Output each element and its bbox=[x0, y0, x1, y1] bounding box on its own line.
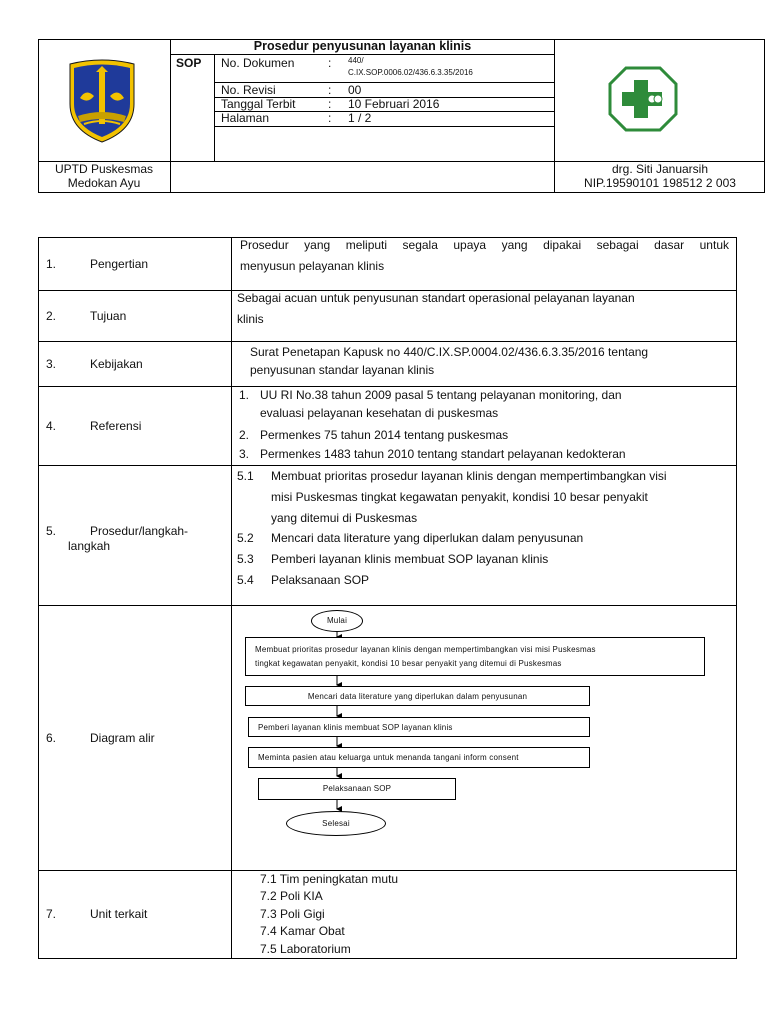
field-value-no-dokumen-2: C.IX.SOP.0006.02/436.6.3.35/2016 bbox=[348, 68, 473, 77]
prosedur-item4-line1: Pelaksanaan SOP bbox=[271, 573, 370, 587]
section-number-6: 6. bbox=[46, 731, 57, 745]
sop-label: SOP bbox=[176, 56, 202, 70]
prosedur-item1-line3: yang ditemui di Puskesmas bbox=[271, 511, 418, 525]
prosedur-item2-num: 5.2 bbox=[237, 531, 254, 545]
referensi-item1-line2: evaluasi pelayanan kesehatan di puskesmas bbox=[260, 406, 499, 420]
org-name-line2: Medokan Ayu bbox=[67, 176, 141, 190]
medical-cross-icon bbox=[608, 66, 678, 132]
section-title-tujuan: Tujuan bbox=[90, 309, 127, 323]
flow-step-5-label: Pelaksanaan SOP bbox=[322, 784, 392, 793]
field-value-no-dokumen-1: 440/ bbox=[348, 56, 364, 65]
flow-step-1-line1: Membuat prioritas prosedur layanan klinis dengan mempertimbangkan visi misi Puskesmas bbox=[255, 645, 596, 654]
puskesmas-logo bbox=[608, 66, 678, 132]
prosedur-item2-line1: Mencari data literature yang diperlukan dalam penyusunan bbox=[271, 531, 584, 545]
org-name-line1: UPTD Puskesmas bbox=[54, 162, 154, 176]
field-label-no-dokumen: No. Dokumen bbox=[221, 56, 295, 70]
prosedur-item4-num: 5.4 bbox=[237, 573, 254, 587]
kebijakan-line1: Surat Penetapan Kapusk no 440/C.IX.SP.0004.02/436.6.3.35/2016 tentang bbox=[250, 345, 649, 359]
section-number-5: 5. bbox=[46, 524, 57, 538]
field-value-no-revisi: 00 bbox=[348, 83, 362, 97]
field-sep-tanggal-terbit: : bbox=[328, 97, 332, 111]
pengertian-line2: menyusun pelayanan klinis bbox=[240, 259, 385, 273]
flow-step-3-label: Pemberi layanan klinis membuat SOP layanan klinis bbox=[258, 723, 453, 732]
unit-item-1: 7.1 Tim peningkatan mutu bbox=[260, 872, 399, 886]
field-sep-halaman: : bbox=[328, 111, 332, 125]
section-title-unit-terkait: Unit terkait bbox=[90, 907, 148, 921]
unit-item-2: 7.2 Poli KIA bbox=[260, 889, 323, 903]
field-sep-no-dokumen: : bbox=[328, 56, 332, 70]
section-title-prosedur-cont: langkah bbox=[68, 539, 111, 553]
tujuan-line1: Sebagai acuan untuk penyusunan standart operasional pelayanan layanan bbox=[237, 291, 635, 305]
city-crest-logo bbox=[64, 58, 140, 144]
flow-step-1-line2: tingkat kegawatan penyakit, kondisi 10 besar penyakit yang ditemui di Puskesmas bbox=[255, 659, 562, 668]
prosedur-item1-line1: Membuat prioritas prosedur layanan klinis dengan mempertimbangkan visi bbox=[271, 469, 667, 483]
section-number-2: 2. bbox=[46, 309, 57, 323]
section-title-diagram-alir: Diagram alir bbox=[90, 731, 155, 745]
flow-step-4-label: Meminta pasien atau keluarga untuk menanda tangani inform consent bbox=[258, 753, 519, 762]
tujuan-line2: klinis bbox=[237, 312, 264, 326]
section-number-1: 1. bbox=[46, 257, 57, 271]
field-value-tanggal-terbit: 10 Februari 2016 bbox=[348, 97, 440, 111]
section-title-prosedur: Prosedur/langkah- bbox=[90, 524, 189, 538]
signer-nip: NIP.19590101 198512 2 003 bbox=[584, 176, 736, 190]
referensi-item1-num: 1. bbox=[239, 388, 250, 402]
flow-step-2-label: Mencari data literature yang diperlukan dalam penyusunan bbox=[307, 692, 528, 701]
field-label-tanggal-terbit: Tanggal Terbit bbox=[221, 97, 296, 111]
unit-item-5: 7.5 Laboratorium bbox=[260, 942, 351, 956]
section-title-kebijakan: Kebijakan bbox=[90, 357, 143, 371]
section-title-pengertian: Pengertian bbox=[90, 257, 149, 271]
field-value-halaman: 1 / 2 bbox=[348, 111, 372, 125]
prosedur-item3-num: 5.3 bbox=[237, 552, 254, 566]
crest-icon bbox=[64, 58, 140, 144]
document-title: Prosedur penyusunan layanan klinis bbox=[253, 39, 472, 53]
field-label-halaman: Halaman bbox=[221, 111, 270, 125]
referensi-item2-num: 2. bbox=[239, 428, 250, 442]
prosedur-item1-num: 5.1 bbox=[237, 469, 254, 483]
section-number-4: 4. bbox=[46, 419, 57, 433]
field-label-no-revisi: No. Revisi bbox=[221, 83, 276, 97]
prosedur-item1-line2: misi Puskesmas tingkat kegawatan penyakit, kondisi 10 besar penyakit bbox=[271, 490, 648, 504]
flow-start-label: Mulai bbox=[326, 616, 348, 625]
referensi-item2-line1: Permenkes 75 tahun 2014 tentang puskesmas bbox=[260, 428, 509, 442]
section-number-3: 3. bbox=[46, 357, 57, 371]
referensi-item1-line1: UU RI No.38 tahun 2009 pasal 5 tentang pelayanan monitoring, dan bbox=[260, 388, 622, 402]
field-sep-no-revisi: : bbox=[328, 83, 332, 97]
referensi-item3-line1: Permenkes 1483 tahun 2010 tentang standart pelayanan kedokteran bbox=[260, 447, 626, 461]
pengertian-line1: Prosedur yang meliputi segala upaya yang dipakai sebagai dasar untuk bbox=[240, 238, 729, 252]
prosedur-item3-line1: Pemberi layanan klinis membuat SOP layanan klinis bbox=[271, 552, 549, 566]
unit-item-4: 7.4 Kamar Obat bbox=[260, 924, 345, 938]
referensi-item3-num: 3. bbox=[239, 447, 250, 461]
kebijakan-line2: penyusunan standar layanan klinis bbox=[250, 363, 435, 377]
signer-name: drg. Siti Januarsih bbox=[611, 162, 709, 176]
section-number-7: 7. bbox=[46, 907, 57, 921]
flow-end-label: Selesai bbox=[322, 819, 350, 828]
unit-item-3: 7.3 Poli Gigi bbox=[260, 907, 325, 921]
section-title-referensi: Referensi bbox=[90, 419, 142, 433]
